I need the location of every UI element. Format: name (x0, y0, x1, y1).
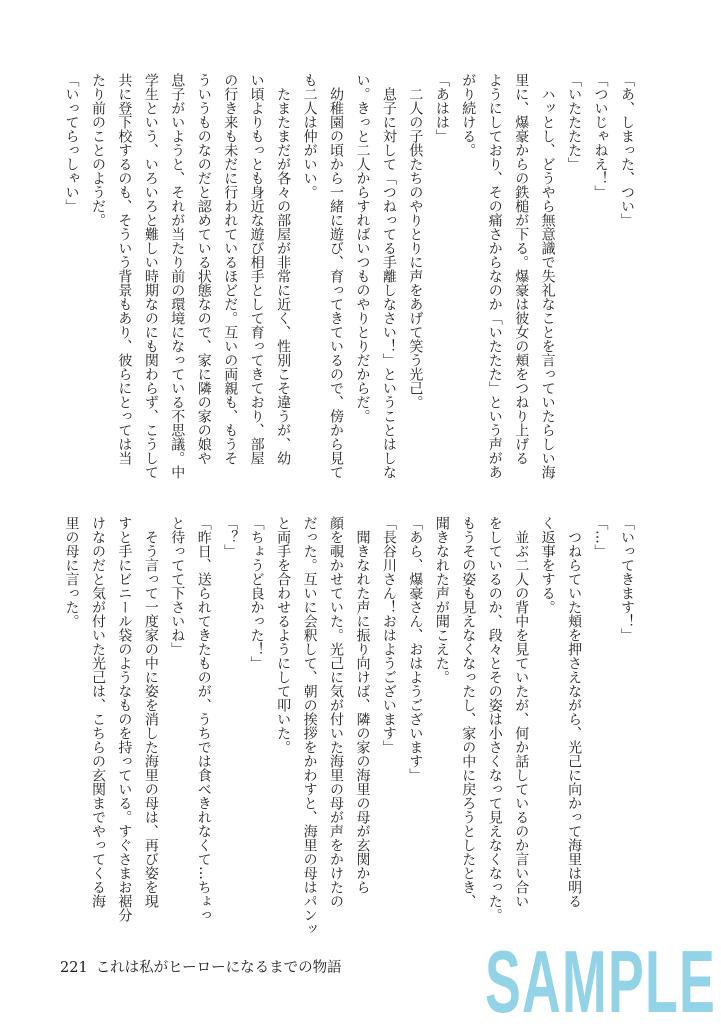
bottom-text-tier (58, 516, 640, 936)
text-column: すと手にビニール袋のようなものを持っている。すぐさまお裾分 (116, 516, 133, 922)
text-column: もうその姿も見えなくなったし、家の中に戻ろうとしたとき、 (460, 516, 477, 908)
page-footer (60, 958, 342, 978)
text-column: 共に登下校するのも、そういう背景もあり、彼らにとっては当 (116, 73, 133, 465)
text-column: 「？」 (222, 516, 239, 558)
text-column: 「昨日、送られてきたものが、うちでは食べきれなくて…ちょっ (195, 516, 212, 922)
text-column: 「いってらっしゃい」 (63, 73, 80, 213)
text-column: 顔を覗かせていた。光己に気が付いた海里の母が声をかけたの (328, 516, 345, 908)
text-column: の行き来も未だに行われているほどだ。互いの両親も、もうそ (222, 73, 239, 465)
text-column: 「あ、しまった、つい」 (619, 73, 635, 227)
text-column: も二人は仲がいい。 (301, 73, 318, 199)
text-column: だった。互いに会釈して、朝の挨拶をかわすと、海里の母はパンッ (301, 516, 318, 936)
running-title: これは私がヒーローになるまでの物語 (95, 960, 342, 976)
text-column: と待ってて下さいね」 (169, 516, 186, 656)
text-column: がり続ける。 (460, 73, 477, 157)
text-column: 息子に対して「つねってる手離しなさい！」ということはしな (380, 73, 397, 479)
text-column: く返事をする。 (539, 516, 556, 614)
text-column: ハッとし、どうやら無意識で失礼なことを言っていたらしい海 (539, 73, 556, 479)
text-column: 里の母に言った。 (63, 516, 80, 628)
text-column: 学生という、いろいろと難しい時期なのにも関わらず、こうして (142, 73, 159, 479)
text-column: つねらていた頬を押さえながら、光己に向かって海里は明る (566, 516, 583, 908)
text-column: けなのだと気が付いた光己は、こちらの玄関までやってくる海 (89, 516, 106, 908)
text-column: 「…」 (592, 516, 609, 558)
text-column: 二人の子供たちのやりとりに声をあげて笑う光己。 (407, 73, 424, 409)
text-column: 幼稚園の頃から一緒に遊び、育ってきているので、傍から見て (328, 73, 345, 479)
text-column: 「長谷川さん！おはようございます」 (380, 516, 397, 754)
text-column: い。きっと二人からすればいつものやりとりだからだ。 (354, 73, 371, 423)
text-column: 聞きなれた声が聞こえた。 (433, 516, 450, 684)
text-column: 「あら、爆豪さん、おはようございます」 (407, 516, 424, 782)
page-number: 221 (60, 960, 88, 976)
text-column: 「いってきます！」 (619, 516, 635, 642)
text-column: 里に、爆豪からの鉄槌が下る。爆豪は彼女の頬をつねり上げる (513, 73, 530, 465)
text-column: たり前のことのようだ。 (89, 73, 106, 227)
text-column: 「あはは」 (433, 73, 450, 143)
text-column: ようにしており、その痛さからなのか「いたたた」という声があ (486, 73, 503, 479)
text-column: 「いたたたた」 (566, 73, 583, 171)
text-column: い頃よりもっとも身近な遊び相手として育ってきており、部屋 (248, 73, 265, 465)
text-column: と両手を合わせるようにして叩いた。 (275, 516, 292, 754)
sample-watermark: SAMPLE (485, 932, 717, 1031)
text-column: をしているのか、段々とその姿は小さくなって見えなくなった。 (486, 516, 503, 922)
text-column: 息子がいようと、それが当たり前の環境になっている不思議。中 (169, 73, 186, 479)
top-text-tier (58, 73, 640, 483)
text-column: 並ぶ二人の背中を見ていたが、何か話しているのか言い合い (513, 516, 530, 908)
text-column: ういうものなのだと認めている状態なので、家に隣の家の娘や (195, 73, 212, 465)
text-column: そう言って一度家の中に姿を消した海里の母は、再び姿を現 (142, 516, 159, 908)
text-column: 「ちょうど良かった！」 (248, 516, 265, 670)
text-column: 聞きなれた声に振り向けば、隣の家の海里の母が玄関から (354, 516, 371, 894)
text-column: 「ついじゃねえ！」 (592, 73, 609, 199)
text-column: たまたまだが各々の部屋が非常に近く、性別こそ違うが、幼 (275, 73, 292, 465)
